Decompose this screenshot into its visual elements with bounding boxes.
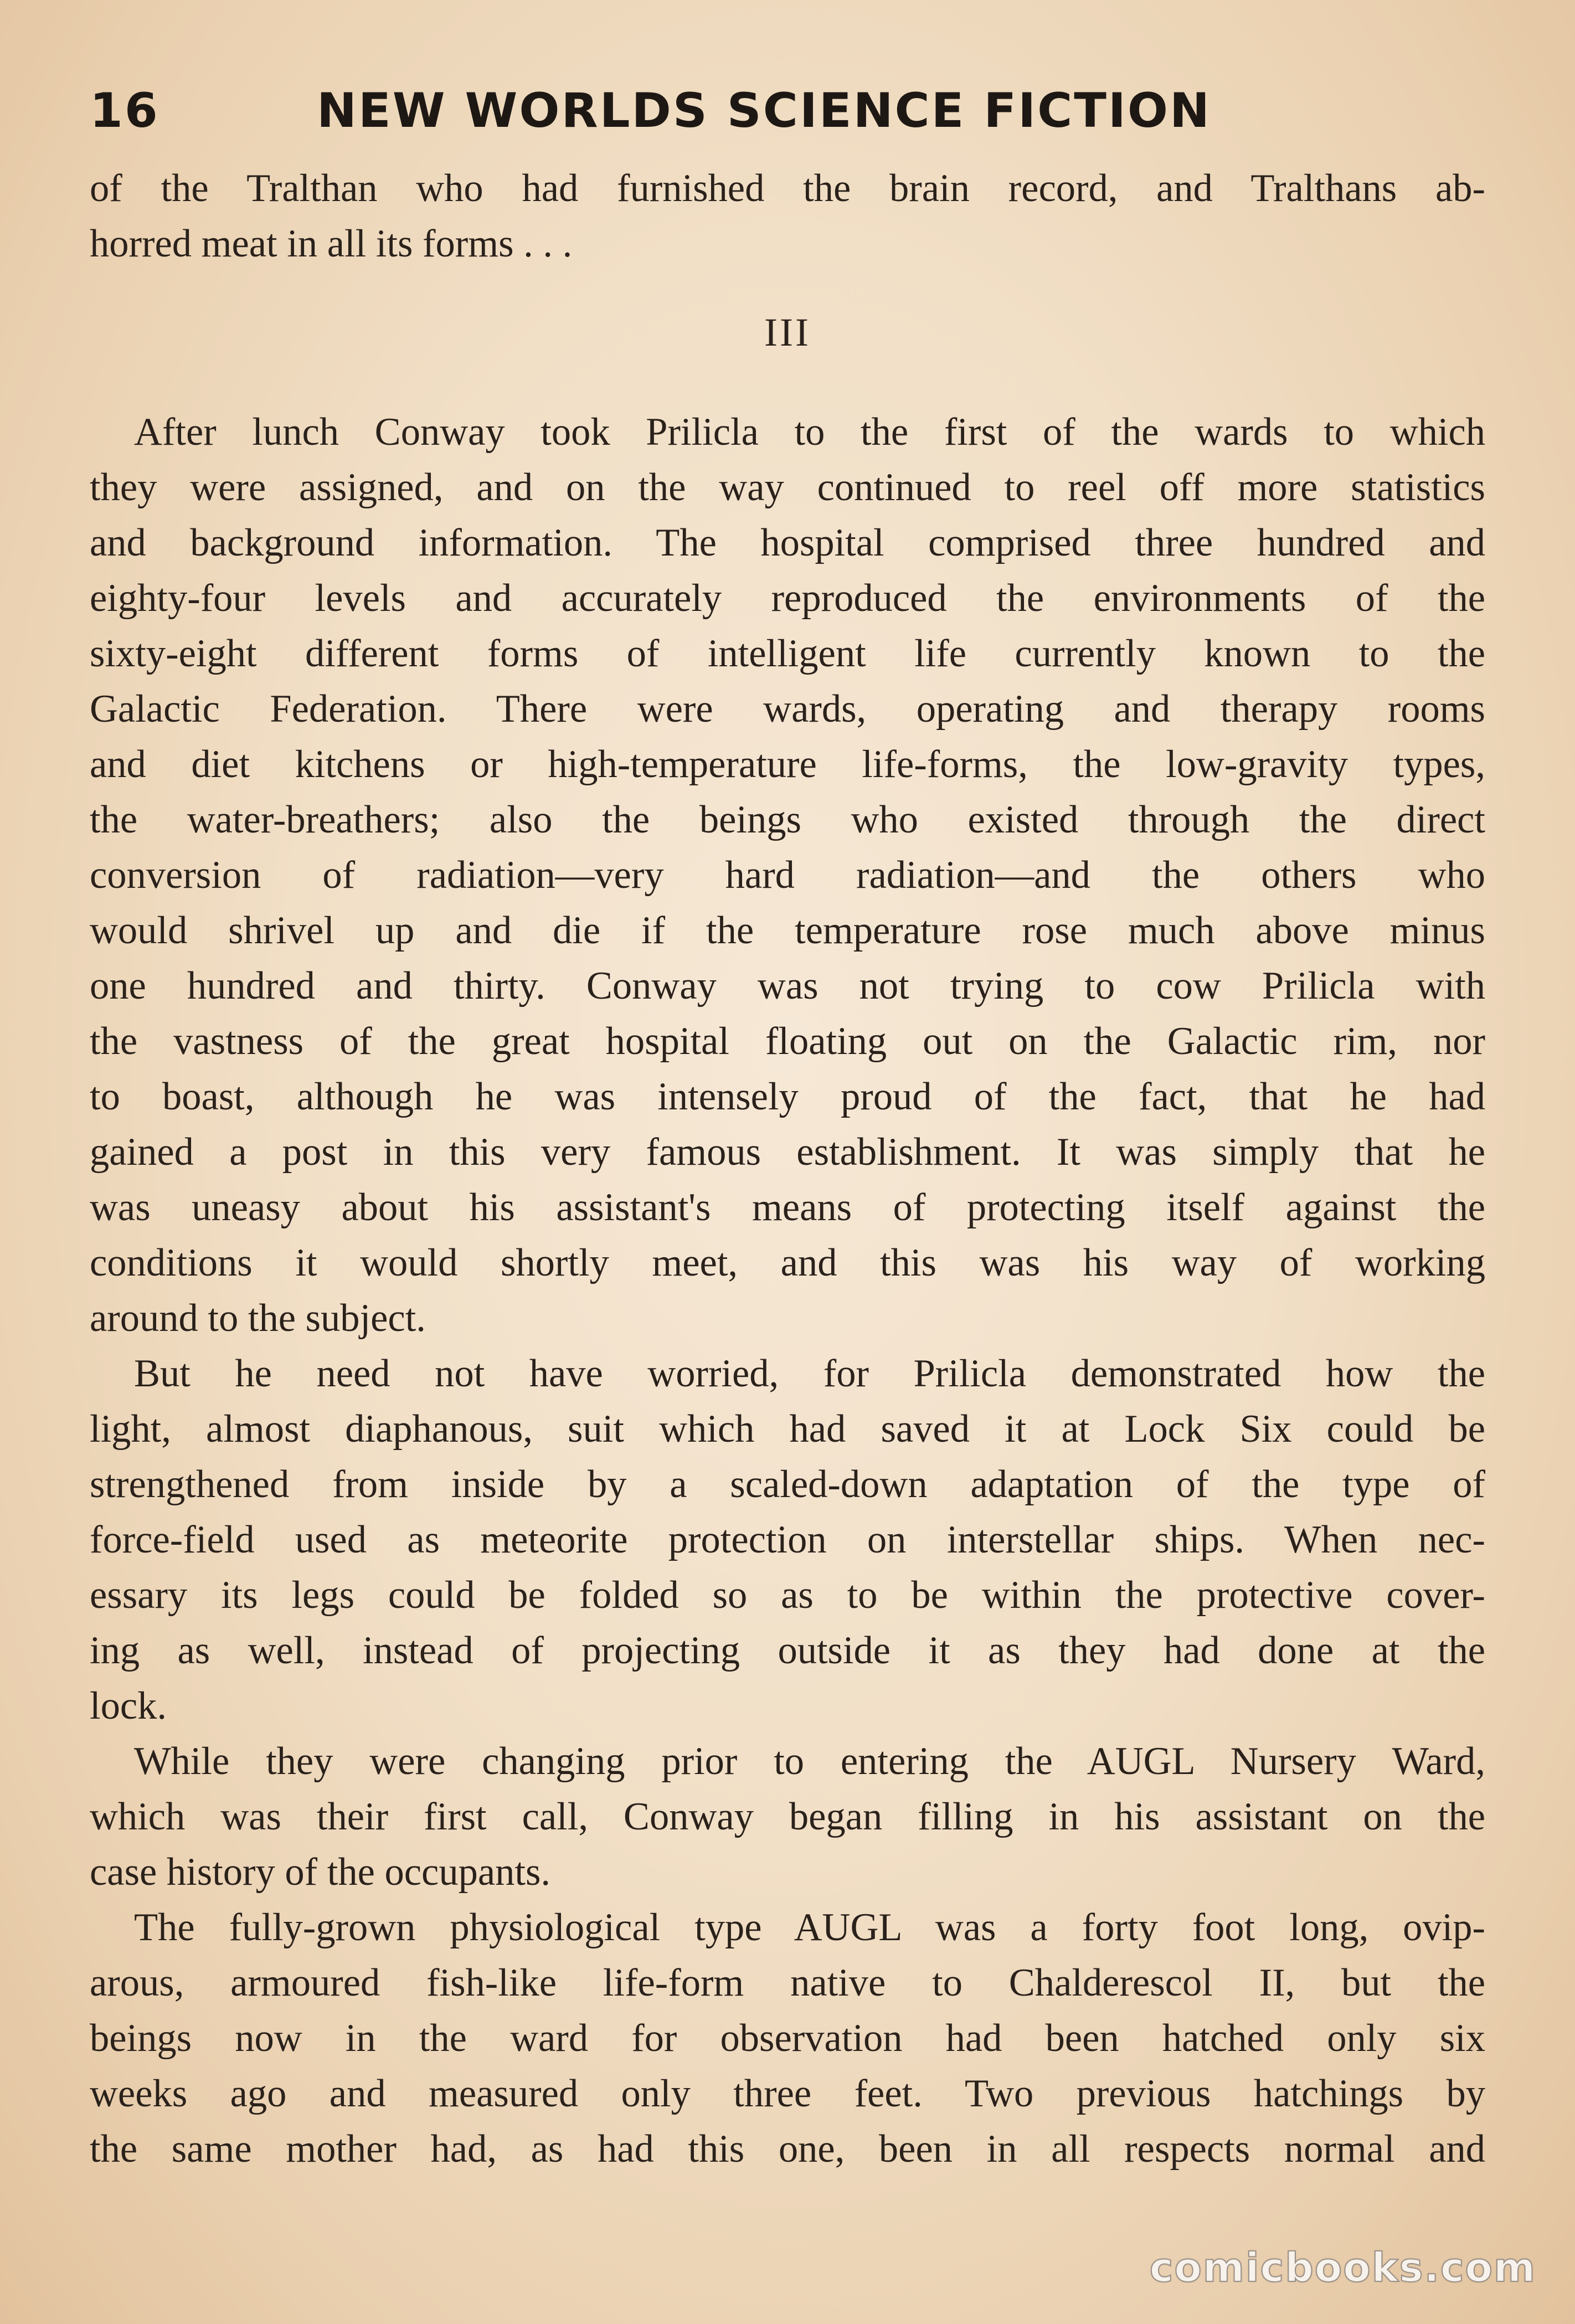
text-line: and background information. The hospital comprised three hundred and	[90, 521, 1485, 564]
text-line: light, almost diaphanous, suit which had saved it at Lock Six could be	[90, 1407, 1485, 1451]
paragraph	[90, 1734, 1485, 1900]
text-line: weeks ago and measured only three feet. Two previous hatchings by	[90, 2072, 1485, 2115]
text-line: arous, armoured fish-like life-form native to Chalderescol II, but the	[90, 1961, 1485, 2004]
text-line: After lunch Conway took Prilicla to the first of the wards to which	[134, 410, 1485, 454]
book-page	[90, 83, 1485, 2177]
text-line: But he need not have worried, for Prilicla demonstrated how the	[134, 1352, 1485, 1395]
running-head	[90, 83, 1485, 161]
text-line: of the Tralthan who had furnished the brain record, and Tralthans ab-	[90, 167, 1485, 210]
text-line: lock.	[90, 1684, 167, 1727]
text-line: sixty-eight different forms of intelligent life currently known to the	[90, 632, 1485, 675]
text-line: conversion of radiation—very hard radiation—and the others who	[90, 853, 1485, 897]
text-line: they were assigned, and on the way continued to reel off more statistics	[90, 466, 1485, 509]
text-line: horred meat in all its forms . . .	[90, 222, 573, 265]
text-line: Galactic Federation. There were wards, operating and therapy rooms	[90, 687, 1485, 731]
journal-title: NEW WORLDS SCIENCE FICTION	[317, 83, 1211, 138]
text-line: would shrivel up and die if the temperature rose much above minus	[90, 909, 1485, 952]
text-line: to boast, although he was intensely proud of the fact, that he had	[90, 1075, 1485, 1118]
paragraph	[90, 404, 1485, 1346]
text-line: which was their first call, Conway began filling in his assistant on the	[90, 1795, 1485, 1838]
text-line: case history of the occupants.	[90, 1850, 551, 1894]
text-line: the vastness of the great hospital floating out on the Galactic rim, nor	[90, 1020, 1485, 1063]
text-line: around to the subject.	[90, 1297, 426, 1340]
text-line: the water-breathers; also the beings who existed through the direct	[90, 798, 1485, 841]
paragraph	[90, 1346, 1485, 1734]
text-line: force-field used as meteorite protection on interstellar ships. When nec-	[90, 1518, 1485, 1561]
text-line: was uneasy about his assistant's means of protecting itself against the	[90, 1186, 1485, 1229]
section-number: III	[764, 310, 811, 354]
text-line: beings now in the ward for observation had been hatched only six	[90, 2017, 1485, 2060]
body-text	[90, 161, 1485, 2177]
carryover-paragraph	[90, 161, 1485, 271]
text-line: The fully-grown physiological type AUGL was a forty foot long, ovip-	[134, 1906, 1485, 1949]
text-line: conditions it would shortly meet, and this was his way of working	[90, 1241, 1485, 1284]
text-line: gained a post in this very famous establishment. It was simply that he	[90, 1130, 1485, 1174]
text-line: and diet kitchens or high-temperature life-forms, the low-gravity types,	[90, 743, 1485, 786]
text-line: the same mother had, as had this one, been in all respects normal and	[90, 2127, 1485, 2171]
text-line: ing as well, instead of projecting outside it as they had done at the	[90, 1629, 1485, 1672]
text-line: essary its legs could be folded so as to be within the protective cover-	[90, 1574, 1485, 1617]
text-line: While they were changing prior to entering the AUGL Nursery Ward,	[134, 1740, 1485, 1783]
text-line: one hundred and thirty. Conway was not trying to cow Prilicla with	[90, 964, 1485, 1007]
watermark: comicbooks.com	[1149, 2244, 1536, 2291]
page-number: 16	[90, 83, 159, 138]
paragraph	[90, 1900, 1485, 2177]
text-line: strengthened from inside by a scaled-down adaptation of the type of	[90, 1463, 1485, 1506]
text-line: eighty-four levels and accurately reproduced the environments of the	[90, 577, 1485, 620]
